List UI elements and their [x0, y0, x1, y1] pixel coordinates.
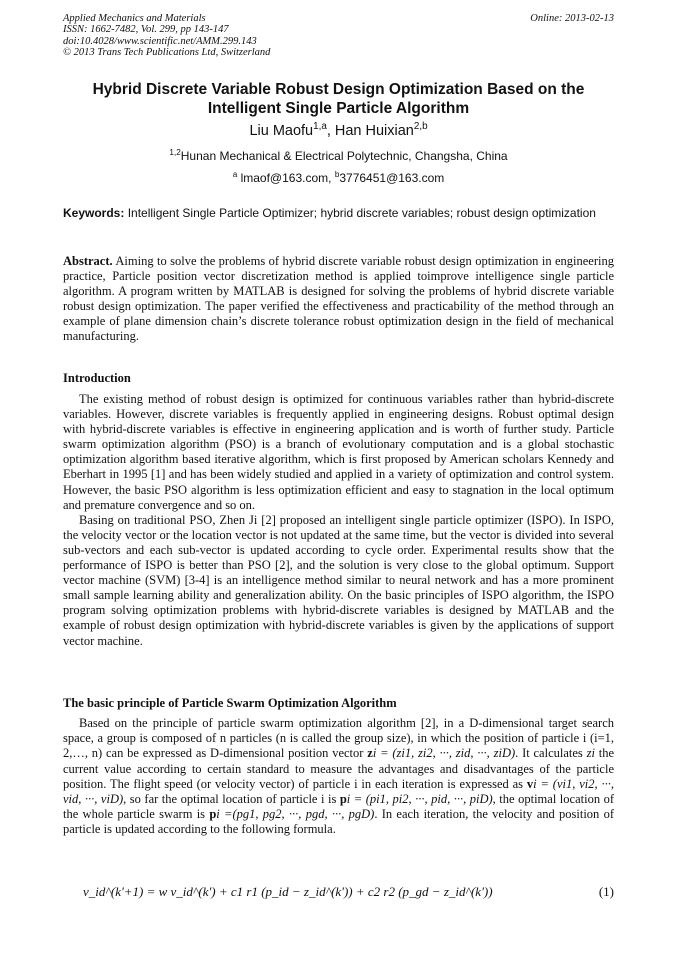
text-segment: . In each iteration, the velocity and position of particle is updated according to the following formula. — [63, 807, 614, 837]
equation-number: (1) — [598, 884, 614, 899]
introduction-paragraph-1: The existing method of robust design is optimized for continuous variables rather than hybrid-discrete variables. However, discrete variables is frequently applied in engineering designs. Robust optimal design with hybrid-discrete variables is effective in engineering application and is worth of further study. Particle swarm optimization algorithm (PSO) is a branch of evolutionary computation and is a global stochastic optimization algorithm based iterative algorithm, which is first proposed by American scholars Kennedy and Eberhart in 1995 [1] and has been widely studied and applied in a variety of optimization and control system. However, the basic PSO algorithm is less optimization efficient and easy to stagnation in the local optimum and premature convergence and so on. — [63, 392, 614, 512]
math-particle-best — [340, 792, 493, 806]
abstract-text: Aiming to solve the problems of hybrid discrete variable robust design optimization in engineering practice, Particle position vector discretization method is applied toimprove intelligence single particle algorithm. A program written by MATLAB is designed for solving the problems of hybrid discrete variable robust design optimization. The paper verified the effectiveness and practicability of the method through an example of plane dimension chain’s discrete tolerance robust optimization design in the field of mechanical manufacturing. — [63, 254, 614, 344]
math-bold-symbol: z — [367, 746, 373, 761]
affiliation-sup: 1,2 — [169, 148, 181, 157]
author-1-sup: 1,a — [313, 121, 327, 133]
affiliation — [63, 149, 614, 163]
doi-line[interactable]: doi:10.4028/www.scientific.net/AMM.299.143 — [63, 35, 257, 47]
journal-header — [63, 13, 270, 59]
text-segment: the current value according to certain standard to measure the advantages and disadvantages of the particle position. The flight speed (or velocity vector) of particle i in each iteration is expressed as — [63, 746, 614, 791]
introduction-body — [63, 392, 614, 649]
author-line — [63, 123, 614, 139]
online-date: Online: 2013-02-13 — [530, 13, 614, 24]
abstract — [63, 254, 614, 345]
math-bold-symbol: v — [526, 776, 534, 791]
math-current-value: zi — [586, 746, 595, 761]
text-segment: , so far the optimal location of particle i is — [123, 792, 340, 807]
keywords-text: Intelligent Single Particle Optimizer; hybrid discrete variables; robust design optimization — [124, 206, 596, 220]
basic-principle-paragraph — [63, 716, 614, 838]
journal-name: Applied Mechanics and Materials — [63, 13, 206, 24]
math-bold-symbol: p — [339, 792, 347, 807]
affiliation-text: Hunan Mechanical & Electrical Polytechnic, Changsha, China — [180, 149, 508, 163]
paper-title: Hybrid Discrete Variable Robust Design Optimization Based on the Intelligent Single Particle Algorithm — [92, 81, 585, 117]
introduction-paragraph-2: Basing on traditional PSO, Zhen Ji [2] proposed an intelligent single particle optimizer (ISPO). In ISPO, the velocity vector or the location vector is not updated at the same time, but the vector is divided into several sub-vectors and each sub-vector is updated according to cycle order. Experimental results show that the performance of ISPO is better than PSO [2], and the solution is very close to the global optimum. Support vector machine (SVM) [3-4] is an intelligence method similar to neural network and has a more prominent small sample learning ability and generalization ability. On the basic principles of ISPO algorithm, the ISPO program solving optimization problems with hybrid-discrete variables is designed by MATLAB and the example of robust design optimization with hybrid-discrete variables is given by the applications of support vector machine. — [63, 512, 614, 648]
text-segment: Based on the principle of particle swarm optimization algorithm [2], in a D-dimensional target search space, a group is composed of n particles (n is called the group size), in which the position of particle i (i=1, 2,…, n) can be expressed as D-dimensional position vector — [63, 716, 614, 761]
author-2-sup: 2,b — [413, 121, 428, 133]
math-position-vector — [367, 746, 515, 760]
author-1: Liu Maofu — [249, 123, 314, 139]
basic-principle-body — [63, 716, 614, 838]
abstract-label: Abstract. — [63, 254, 113, 268]
author-2: Han Huixian — [334, 123, 414, 139]
section-heading-basic-principle: The basic principle of Particle Swarm Optimization Algorithm — [63, 696, 397, 710]
copyright-line: © 2013 Trans Tech Publications Ltd, Switzerland — [63, 47, 271, 59]
math-expression: i = (vi1, vi2, ···, vid, ···, viD) — [63, 776, 614, 807]
math-expression: i = (zi1, zi2, ···, zid, ···, ziD) — [372, 746, 516, 761]
text-segment: , the optimal location of the whole particle swarm is — [63, 792, 614, 822]
math-expression: i = (pi1, pi2, ···, pid, ···, piD) — [346, 792, 493, 807]
math-expression: i =(pg1, pg2, ···, pgd, ···, pgD) — [216, 807, 375, 822]
keywords — [63, 206, 614, 220]
keywords-label: Keywords: — [63, 206, 125, 220]
text-segment: . It calculates — [515, 746, 587, 761]
section-heading-introduction: Introduction — [63, 371, 131, 385]
math-bold-symbol: p — [209, 807, 217, 822]
equation-formula: v_id^(k'+1) = w v_id^(k') + c1 r1 (p_id − z_id^(k')) + c2 r2 (p_gd − z_id^(k')) — [83, 884, 493, 899]
email-a-sup: a — [232, 170, 238, 179]
email-line — [63, 171, 614, 185]
issn-line: ISSN: 1662-7482, Vol. 299, pp 143-147 — [63, 24, 229, 36]
equation-1 — [63, 884, 614, 904]
math-swarm-best — [209, 807, 374, 821]
author-separator: , — [326, 123, 335, 139]
email-b[interactable]: 3776451@163.com — [339, 171, 445, 185]
email-a[interactable]: lmaof@163.com, — [237, 171, 335, 185]
email-b-sup: b — [334, 170, 340, 179]
